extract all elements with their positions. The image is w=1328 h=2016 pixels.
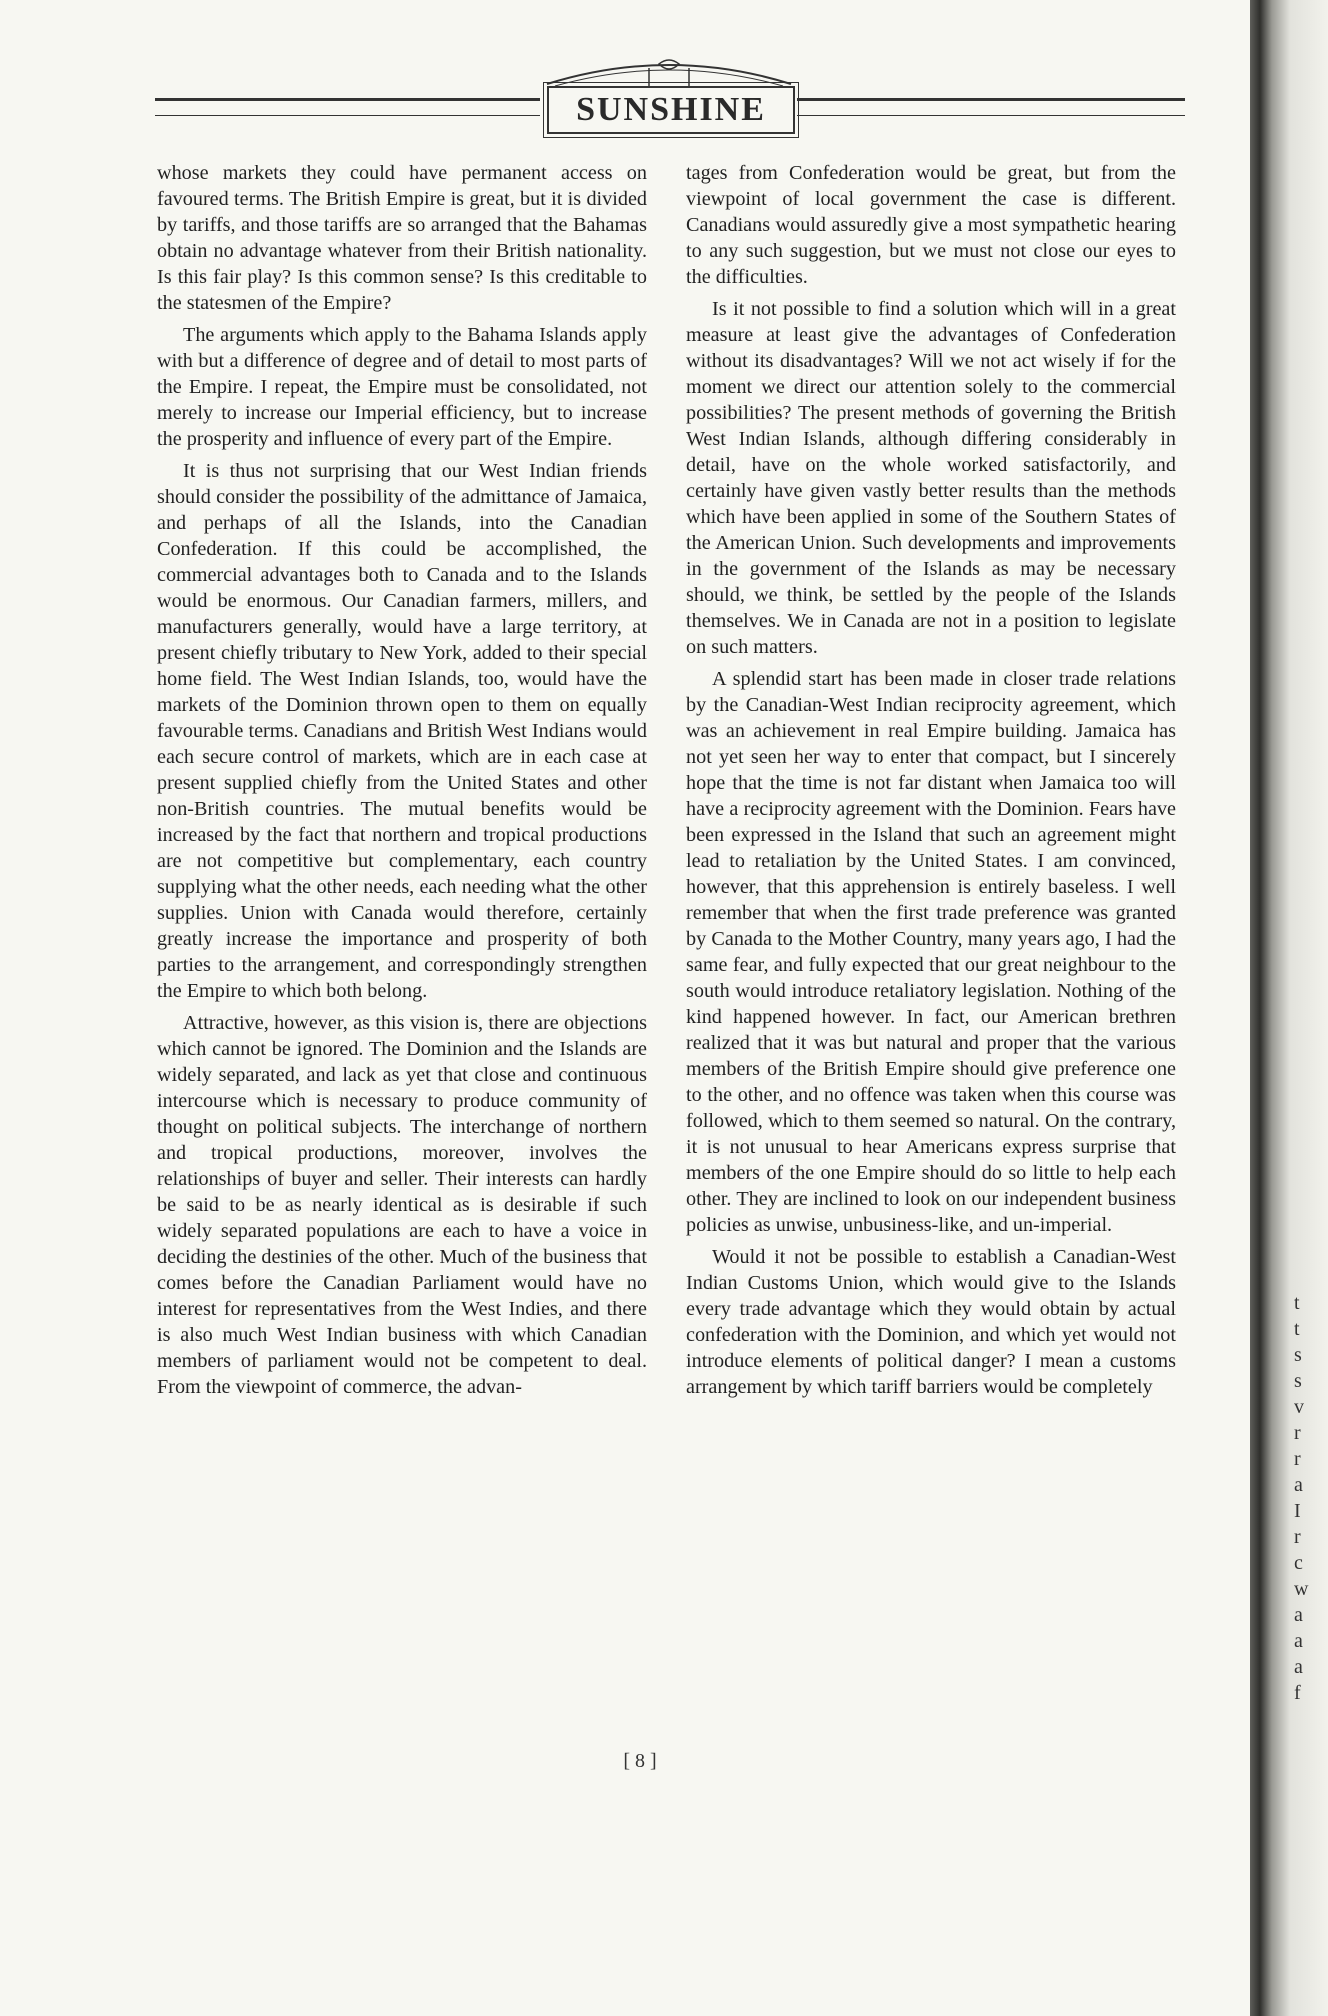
left-column xyxy=(157,160,647,1400)
right-paragraph-4: Would it not be possible to establish a Canadian-West Indian Customs Union, which would give to the Islands every trade advantage which they would obtain by actual confederation with the Dominion, and which yet would not introduce elements of political danger? I mean a customs arrangement by which tariff barriers would be completely xyxy=(686,1246,1176,1398)
masthead-title: SUNSHINE xyxy=(547,86,795,134)
right-paragraph-3: A splendid start has been made in closer trade relations by the Canadian-West Indian reciprocity agreement, which was an achievement in real Empire building. Jamaica has not yet seen her way to enter that compact, but I sincerely hope that the time is not far distant when Jamaica too will have a reciprocity agreement with the Dominion. Fears have been expressed in the Island that such an agreement might lead to retaliation by the United States. I am convinced, however, that this apprehension is entirely baseless. I well remember that when the first trade preference was granted by Canada to the Mother Country, many years ago, I had the same fear, and fully expected that our great neighbour to the south would introduce retaliatory legislation. Nothing of the kind happened however. In fact, our American brethren realized that it was but natural and proper that the various members of the British Empire should give preference one to the other, and no offence was taken when this course was followed, which to them seemed so natural. On the contrary, it is not unusual to hear Americans express surprise that members of the one Empire should do so little to help each other. They are inclined to look on our independent business policies as unwise, unbusiness-like, and un-imperial. xyxy=(686,668,1176,1236)
masthead-rule-right xyxy=(797,98,1185,116)
left-paragraph-2: The arguments which apply to the Bahama Islands apply with but a difference of degree and of detail to most parts of the Empire. I repeat, the Empire must be consolidated, not merely to increase our Imperial efficiency, but to increase the prosperity and influence of every part of the Empire. xyxy=(157,324,647,450)
masthead-rule-left xyxy=(155,98,540,116)
page-number: [ 8 ] xyxy=(623,1750,657,1772)
left-paragraph-1: whose markets they could have permanent access on favoured terms. The British Empire is great, but it is divided by tariffs, and those tariffs are so arranged that the Bahamas obtain no advantage whatever from their British nationality. Is this fair play? Is this common sense? Is this creditable to the statesmen of the Empire? xyxy=(157,162,647,314)
left-paragraph-4: Attractive, however, as this vision is, there are objections which cannot be ignored. The Dominion and the Islands are widely separated, and lack as yet that close and continuous intercourse which is necessary to produce community of thought on political subjects. The interchange of northern and tropical productions, moreover, involves the relationships of buyer and seller. Their interests can hardly be said to be as nearly identical as is desirable if such widely separated populations are each to have a voice in deciding the destinies of the other. Much of the business that comes before the Canadian Parliament would have no interest for representatives from the West Indies, and there is also much West Indian business with which Canadian members of parliament would not be competent to deal. From the viewpoint of commerce, the advan- xyxy=(157,1012,647,1398)
right-paragraph-2: Is it not possible to find a solution which will in a great measure at least give the advantages of Confederation without its disadvantages? Will we not act wisely if for the moment we direct our attention solely to the commercial possibilities? The present methods of governing the British West Indian Islands, although differing considerably in detail, have on the whole worked satisfactorily, and certainly have given vastly better results than the methods which have been applied in some of the Southern States of the American Union. Such developments and improvements in the government of the Islands as may be necessary should, we think, be settled by the people of the Islands themselves. We in Canada are not in a position to legislate on such matters. xyxy=(686,298,1176,658)
left-paragraph-3: It is thus not surprising that our West Indian friends should consider the possibility of the admittance of Jamaica, and perhaps of all the Islands, into the Canadian Confederation. If this could be accomplished, the commercial advantages both to Canada and to the Islands would be enormous. Our Canadian farmers, millers, and manufacturers generally, would have a large territory, at present chiefly tributary to New York, added to their special home field. The West Indian Islands, too, would have the markets of the Dominion thrown open to them on equally favourable terms. Canadians and British West Indians would each secure control of markets, which are in each case at present supplied chiefly from the United States and other non-British countries. The mutual benefits would be increased by the fact that northern and tropical productions are not competitive but complementary, each country supplying what the other needs, each needing what the other supplies. Union with Canada would therefore, certainly greatly increase the importance and prosperity of both parties to the arrangement, and correspondingly strengthen the Empire to which both belong. xyxy=(157,460,647,1002)
right-column xyxy=(686,160,1176,1400)
next-page-edge-text: t t s s v r r a I r c w a a a f xyxy=(1294,1292,1309,1704)
masthead xyxy=(155,52,1185,142)
right-paragraph-1: tages from Confederation would be great, but from the viewpoint of local government the case is different. Canadians would assuredly give a most sympathetic hearing to any such suggestion, but we must not close our eyes to the difficulties. xyxy=(686,162,1176,288)
